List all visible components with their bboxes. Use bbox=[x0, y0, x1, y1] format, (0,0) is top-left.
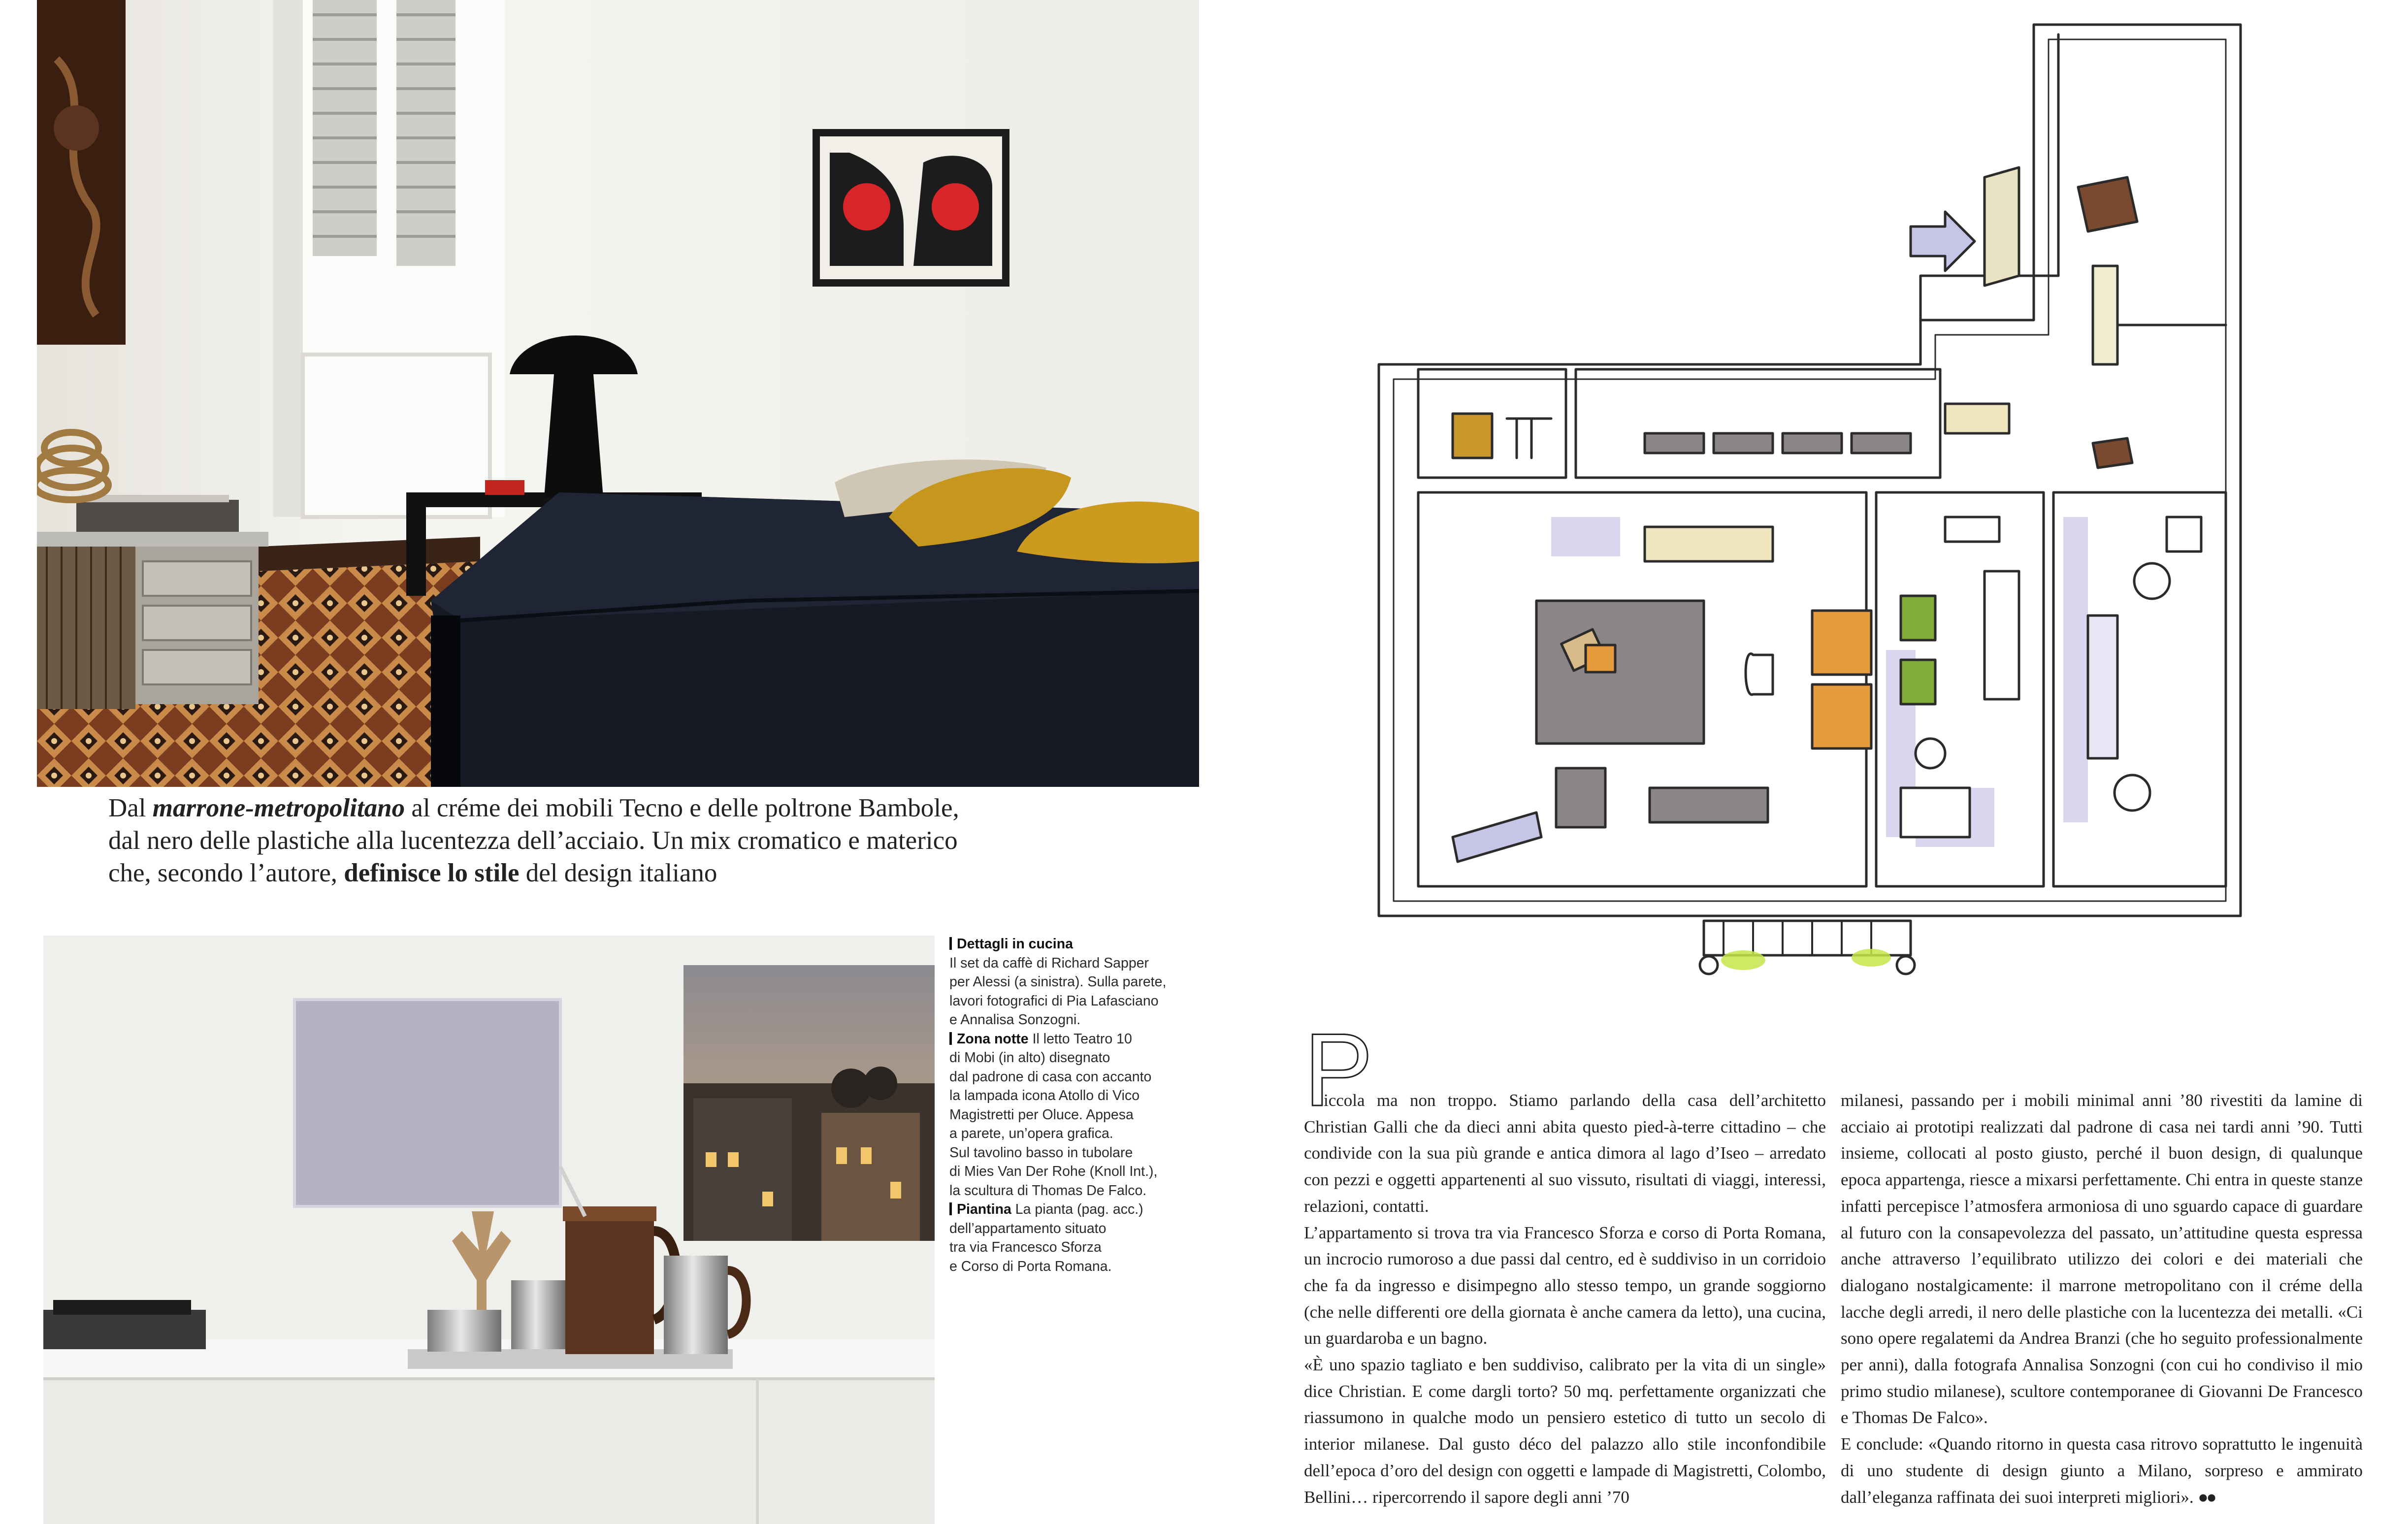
note-night bbox=[949, 1030, 1205, 1200]
note-heading: Zona notte bbox=[957, 1031, 1029, 1047]
note-kitchen bbox=[949, 935, 1205, 1030]
note-bar bbox=[949, 1202, 952, 1215]
drop-cap-letter: P bbox=[1304, 1022, 1373, 1113]
note-plan bbox=[949, 1200, 1205, 1276]
side-notes bbox=[949, 935, 1205, 1276]
caption-line-1: Dal marrone-metropolitano al créme dei mobili Tecno e delle poltrone Bambole, bbox=[108, 794, 959, 822]
article-paragraph: «È uno spazio tagliato e ben suddiviso, calibrato per la vita di un single» dice Christian. E come dargli torto? 50 mq. perfettamente organizzati che riassumono in qualche modo un pensiero estetico di tutto un secolo di interior milanese. Dal gusto déco del palazzo allo stile inconfondibile dell’epoca d’oro del design con oggetti e lampade di Magistretti, Colombo, Bellini… ripercorrendo il sapore degli anni ’70 bbox=[1304, 1355, 1826, 1507]
note-bar bbox=[949, 1032, 952, 1045]
note-line: di Mobi (in alto) disegnato bbox=[949, 1050, 1110, 1066]
caption-line-3: che, secondo l’autore, definisce lo stile del design italiano bbox=[108, 859, 717, 887]
note-line: lavori fotografici di Pia Lafasciano bbox=[949, 993, 1159, 1009]
note-line: tra via Francesco Sforza bbox=[949, 1239, 1102, 1255]
article-paragraph: iccola ma non troppo. Stiamo parlando della casa dell’architetto Christian Galli che da dieci anni abita questo pied-à-terre cittadino – che condivide con la sua più grande e antica dimora al lago d’Iseo – arredato con pezzi e oggetti appartenenti al suo vissuto, risultati di viaggi, interessi, relazioni, contatti. bbox=[1304, 1091, 1826, 1216]
caption-line-2: dal nero delle plastiche alla lucentezza dell’acciaio. Un mix cromatico e materico bbox=[108, 826, 958, 855]
article-paragraph: L’appartamento si trova tra via Francesco Sforza e corso di Porta Romana, un incrocio rumoroso a due passi dal centro, ed è suddiviso in un corridoio che fa da ingresso e disimpegno allo stesso tempo, un grande soggiorno (che nelle differenti ore della giornata è anche camera da letto), una cucina, un guardaroba e un bagno. bbox=[1304, 1223, 1826, 1348]
end-mark: ●● bbox=[2198, 1487, 2215, 1507]
note-bar bbox=[949, 937, 952, 950]
note-line: Il letto Teatro 10 bbox=[1028, 1031, 1132, 1047]
note-line: di Mies Van Der Rohe (Knoll Int.), bbox=[949, 1164, 1158, 1179]
note-line: a parete, un’opera grafica. bbox=[949, 1126, 1113, 1141]
bedroom-photo bbox=[37, 0, 1199, 787]
note-line: Magistretti per Oluce. Appesa bbox=[949, 1106, 1134, 1123]
note-line: per Alessi (a sinistra). Sulla parete, bbox=[949, 974, 1167, 990]
note-heading: Piantina bbox=[957, 1201, 1011, 1217]
article-paragraph bbox=[1841, 1431, 2363, 1510]
photo-caption bbox=[108, 792, 1167, 889]
note-line: la scultura di Thomas De Falco. bbox=[949, 1182, 1147, 1199]
note-heading: Dettagli in cucina bbox=[957, 936, 1073, 952]
article-closing-text: E conclude: «Quando ritorno in questa casa ritrovo soprattutto le ingenuità di uno studente di design giunto a Milano, sorpreso e ammirato dall’eleganza raffinata dei suoi interpreti migliori». bbox=[1841, 1434, 2363, 1507]
note-line: e Annalisa Sonzogni. bbox=[949, 1012, 1081, 1028]
note-line: Il set da caffè di Richard Sapper bbox=[949, 955, 1149, 971]
note-line: e Corso di Porta Romana. bbox=[949, 1258, 1112, 1274]
note-line: la lampada icona Atollo di Vico bbox=[949, 1088, 1140, 1103]
article-paragraph: milanesi, passando per i mobili minimal anni ’80 rivestiti da lamine di acciaio ai prototipi realizzati dal padrone di casa nei tardi anni ’90. Tutti insieme, collocati al posto giusto, perché il buon design, di qualunque epoca appartenga, riesce a mixarsi perfettamente. Chi entra in queste stanze infatti percepisce l’atmosfera armoniosa di uno sguardo capace di guardare al futuro con la consapevolezza del passato, un’attitudine questa espressa anche attraverso l’equilibrato utilizzo dei colori e dei materiali che dialogano nostalgicamente: il marrone metropolitano con il créme della lacche degli arredi, il nero delle plastiche con la lucentezza dei metalli. «Ci sono opere regalatemi da Andrea Branzi (che ho seguito professionalmente per anni), dalla fotografa Annalisa Sonzogni (con cui ho condiviso il mio primo studio milanese), scultore contemporanee di Giovanni De Francesco e Thomas De Falco». bbox=[1841, 1091, 2363, 1427]
article-column-2 bbox=[1841, 1087, 2363, 1510]
kitchen-photo bbox=[43, 936, 935, 1524]
note-line: Sul tavolino basso in tubolare bbox=[949, 1144, 1133, 1161]
note-line: dell’appartamento situato bbox=[949, 1220, 1106, 1236]
article-column-1 bbox=[1304, 1087, 1826, 1510]
note-line: La pianta (pag. acc.) bbox=[1011, 1201, 1143, 1217]
floor-plan-sketch bbox=[1359, 15, 2265, 995]
note-line: dal padrone di casa con accanto bbox=[949, 1069, 1152, 1085]
